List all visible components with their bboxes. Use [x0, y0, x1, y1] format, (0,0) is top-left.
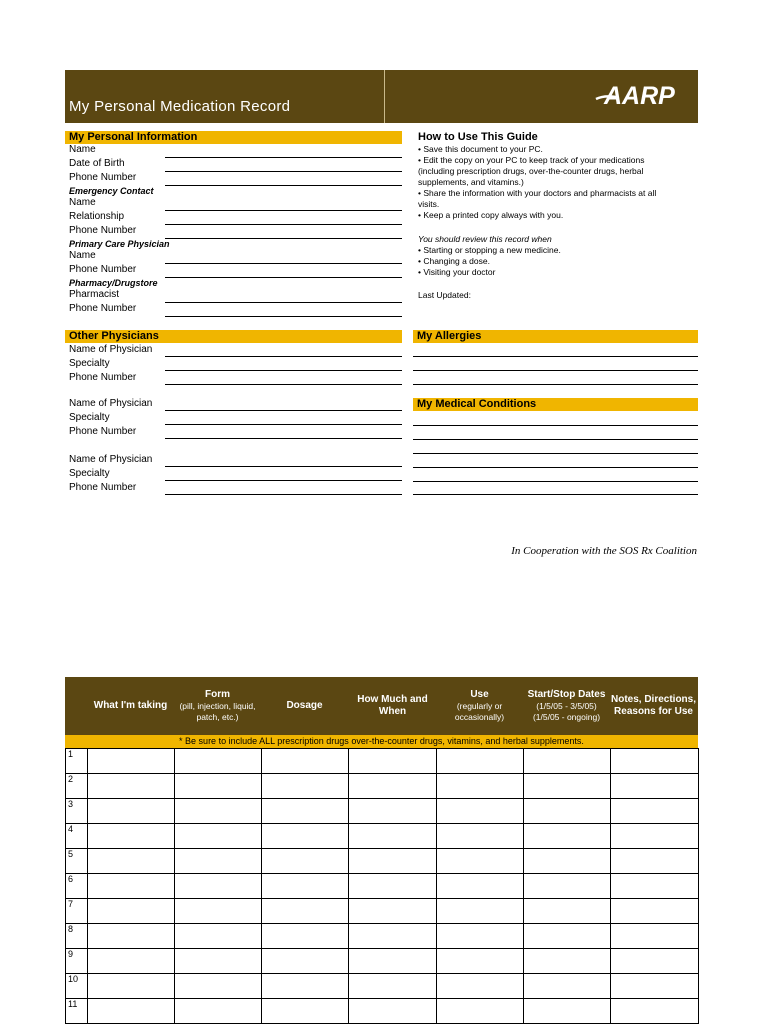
- table-cell[interactable]: [88, 749, 175, 774]
- condition-line[interactable]: [413, 439, 698, 440]
- condition-line[interactable]: [413, 494, 698, 495]
- table-cell[interactable]: [610, 849, 698, 874]
- table-cell[interactable]: [349, 874, 436, 899]
- field-label: Phone Number: [69, 426, 137, 437]
- column-header: [174, 677, 261, 735]
- table-cell[interactable]: [523, 899, 610, 924]
- table-cell[interactable]: [175, 874, 262, 899]
- last-updated-label: Last Updated:: [418, 290, 471, 300]
- column-title: What I'm taking: [93, 700, 168, 711]
- header-divider: [384, 70, 385, 123]
- table-cell[interactable]: [262, 849, 349, 874]
- input-line[interactable]: [165, 438, 402, 439]
- field-label: Phone Number: [69, 225, 137, 236]
- table-cell[interactable]: [262, 799, 349, 824]
- review-heading: You should review this record when: [418, 234, 552, 244]
- table-cell[interactable]: [436, 849, 523, 874]
- table-cell[interactable]: [436, 899, 523, 924]
- row-number: 11: [66, 999, 88, 1024]
- review-line: • Starting or stopping a new medicine.: [418, 245, 561, 255]
- field-label: Phone Number: [69, 303, 137, 314]
- table-cell[interactable]: [175, 849, 262, 874]
- table-row: [66, 849, 699, 874]
- row-number: 1: [66, 749, 88, 774]
- table-cell[interactable]: [262, 949, 349, 974]
- field-label: Name: [69, 250, 96, 261]
- field-label: Specialty: [69, 468, 110, 479]
- table-row: [66, 999, 699, 1024]
- table-cell[interactable]: [610, 974, 698, 999]
- svg-text:AARP: AARP: [604, 82, 675, 110]
- field-label: Phone Number: [69, 482, 137, 493]
- input-line[interactable]: [165, 302, 402, 303]
- table-cell[interactable]: [262, 874, 349, 899]
- table-cell[interactable]: [349, 824, 436, 849]
- review-line: • Visiting your doctor: [418, 267, 496, 277]
- table-cell[interactable]: [436, 949, 523, 974]
- table-cell[interactable]: [523, 924, 610, 949]
- input-line[interactable]: [165, 370, 402, 371]
- subsection-label: Primary Care Physician: [69, 239, 170, 249]
- table-cell[interactable]: [262, 899, 349, 924]
- table-cell[interactable]: [88, 949, 175, 974]
- table-cell[interactable]: [436, 924, 523, 949]
- table-note: * Be sure to include ALL prescription drugs over-the-counter drugs, vitamins, and herbal supplements.: [65, 735, 698, 748]
- input-line[interactable]: [165, 410, 402, 411]
- input-line[interactable]: [165, 210, 402, 211]
- row-number: 9: [66, 949, 88, 974]
- row-number: 8: [66, 924, 88, 949]
- input-line[interactable]: [165, 224, 402, 225]
- input-line[interactable]: [165, 480, 402, 481]
- table-row: [66, 774, 699, 799]
- medication-table: [65, 748, 699, 1024]
- table-cell[interactable]: [349, 924, 436, 949]
- field-label: Date of Birth: [69, 158, 125, 169]
- table-cell[interactable]: [175, 924, 262, 949]
- column-title: Use: [470, 689, 489, 700]
- table-cell[interactable]: [88, 974, 175, 999]
- allergies-heading: My Allergies: [413, 330, 698, 343]
- field-label: Phone Number: [69, 372, 137, 383]
- table-row: [66, 974, 699, 999]
- column-subtitle: (1/5/05 - 3/5/05) (1/5/05 - ongoing): [532, 701, 601, 722]
- table-cell[interactable]: [349, 949, 436, 974]
- row-number: 3: [66, 799, 88, 824]
- table-cell[interactable]: [523, 849, 610, 874]
- table-cell[interactable]: [175, 799, 262, 824]
- table-row: [66, 924, 699, 949]
- condition-line[interactable]: [413, 467, 698, 468]
- table-row: [66, 899, 699, 924]
- row-number: 5: [66, 849, 88, 874]
- table-row: [66, 799, 699, 824]
- allergy-line[interactable]: [413, 384, 698, 385]
- table-cell[interactable]: [88, 849, 175, 874]
- column-title: Form: [205, 689, 230, 700]
- table-cell[interactable]: [349, 799, 436, 824]
- table-cell[interactable]: [523, 799, 610, 824]
- input-line[interactable]: [165, 494, 402, 495]
- guide-line: • Edit the copy on your PC to keep track of your medications: [418, 155, 645, 165]
- cooperation-credit: In Cooperation with the SOS Rx Coalition: [511, 545, 697, 557]
- table-cell[interactable]: [610, 749, 698, 774]
- table-cell[interactable]: [610, 824, 698, 849]
- table-cell[interactable]: [262, 999, 349, 1024]
- input-line[interactable]: [165, 185, 402, 186]
- input-line[interactable]: [165, 171, 402, 172]
- field-label: Phone Number: [69, 264, 137, 275]
- row-number: 2: [66, 774, 88, 799]
- table-cell[interactable]: [262, 774, 349, 799]
- table-cell[interactable]: [175, 774, 262, 799]
- table-cell[interactable]: [523, 999, 610, 1024]
- table-cell[interactable]: [610, 774, 698, 799]
- table-cell[interactable]: [262, 749, 349, 774]
- table-cell[interactable]: [88, 999, 175, 1024]
- aarp-logo: [594, 80, 694, 110]
- field-label: Pharmacist: [69, 289, 120, 300]
- table-cell[interactable]: [436, 999, 523, 1024]
- table-cell[interactable]: [262, 924, 349, 949]
- column-title: Dosage: [286, 700, 323, 711]
- column-subtitle: (pill, injection, liquid, patch, etc.): [179, 701, 256, 722]
- table-cell[interactable]: [349, 774, 436, 799]
- row-number: 7: [66, 899, 88, 924]
- table-cell[interactable]: [88, 874, 175, 899]
- table-cell[interactable]: [88, 924, 175, 949]
- input-line[interactable]: [165, 466, 402, 467]
- page-title: My Personal Medication Record: [69, 98, 291, 115]
- table-cell[interactable]: [349, 749, 436, 774]
- table-cell[interactable]: [523, 824, 610, 849]
- table-cell[interactable]: [610, 924, 698, 949]
- condition-line[interactable]: [413, 425, 698, 426]
- row-number: 4: [66, 824, 88, 849]
- table-cell[interactable]: [610, 999, 698, 1024]
- input-line[interactable]: [165, 356, 402, 357]
- row-number: 6: [66, 874, 88, 899]
- table-cell[interactable]: [436, 799, 523, 824]
- input-line[interactable]: [165, 384, 402, 385]
- table-row: [66, 874, 699, 899]
- table-cell[interactable]: [610, 949, 698, 974]
- table-cell[interactable]: [523, 974, 610, 999]
- column-header: [87, 677, 174, 735]
- column-header: [610, 677, 697, 735]
- table-cell[interactable]: [349, 999, 436, 1024]
- guide-line: (including prescription drugs, over-the-counter drugs, herbal: [418, 166, 644, 176]
- table-row: [66, 824, 699, 849]
- table-cell[interactable]: [436, 824, 523, 849]
- table-cell[interactable]: [610, 874, 698, 899]
- input-line[interactable]: [165, 277, 402, 278]
- field-label: Name of Physician: [69, 398, 153, 409]
- column-title: How Much and When: [357, 694, 428, 717]
- guide-line: • Share the information with your doctors and pharmacists at all: [418, 188, 657, 198]
- field-label: Specialty: [69, 358, 110, 369]
- table-cell[interactable]: [175, 949, 262, 974]
- table-cell[interactable]: [349, 974, 436, 999]
- input-line[interactable]: [165, 238, 402, 239]
- table-cell[interactable]: [523, 874, 610, 899]
- guide-line: supplements, and vitamins.): [418, 177, 524, 187]
- table-cell[interactable]: [436, 774, 523, 799]
- table-cell[interactable]: [175, 824, 262, 849]
- subsection-label: Emergency Contact: [69, 186, 154, 196]
- table-cell[interactable]: [436, 974, 523, 999]
- column-header: [523, 677, 610, 735]
- table-cell[interactable]: [610, 799, 698, 824]
- field-label: Relationship: [69, 211, 125, 222]
- input-line[interactable]: [165, 263, 402, 264]
- table-row: [66, 949, 699, 974]
- input-line[interactable]: [165, 157, 402, 158]
- table-row: [66, 749, 699, 774]
- other-physicians-heading: Other Physicians: [65, 330, 402, 343]
- column-title: Start/Stop Dates: [527, 689, 606, 700]
- guide-line: • Save this document to your PC.: [418, 144, 543, 154]
- table-cell[interactable]: [88, 824, 175, 849]
- review-line: • Changing a dose.: [418, 256, 490, 266]
- subsection-label: Pharmacy/Drugstore: [69, 278, 158, 288]
- input-line[interactable]: [165, 424, 402, 425]
- guide-heading: How to Use This Guide: [418, 131, 538, 143]
- table-cell[interactable]: [523, 774, 610, 799]
- table-cell[interactable]: [175, 749, 262, 774]
- table-cell[interactable]: [88, 899, 175, 924]
- table-cell[interactable]: [175, 999, 262, 1024]
- table-cell[interactable]: [436, 749, 523, 774]
- field-label: Name of Physician: [69, 344, 153, 355]
- condition-line[interactable]: [413, 453, 698, 454]
- field-label: Specialty: [69, 412, 110, 423]
- table-cell[interactable]: [175, 974, 262, 999]
- table-cell[interactable]: [523, 749, 610, 774]
- field-label: Name: [69, 144, 96, 155]
- table-cell[interactable]: [262, 974, 349, 999]
- guide-line: visits.: [418, 199, 440, 209]
- column-title: Notes, Directions, Reasons for Use: [610, 694, 697, 717]
- column-header: [349, 677, 436, 735]
- field-label: Name of Physician: [69, 454, 153, 465]
- column-header: [436, 677, 523, 735]
- table-cell[interactable]: [88, 799, 175, 824]
- input-line[interactable]: [165, 316, 402, 317]
- condition-line[interactable]: [413, 481, 698, 482]
- conditions-heading: My Medical Conditions: [413, 398, 698, 411]
- table-cell[interactable]: [610, 899, 698, 924]
- guide-line: • Keep a printed copy always with you.: [418, 210, 564, 220]
- table-cell[interactable]: [349, 899, 436, 924]
- field-label: Phone Number: [69, 172, 137, 183]
- column-header: [261, 677, 348, 735]
- table-cell[interactable]: [175, 899, 262, 924]
- table-cell[interactable]: [349, 849, 436, 874]
- table-cell[interactable]: [262, 824, 349, 849]
- allergy-line[interactable]: [413, 356, 698, 357]
- field-label: Name: [69, 197, 96, 208]
- row-number: 10: [66, 974, 88, 999]
- table-cell[interactable]: [88, 774, 175, 799]
- personal-info-heading: My Personal Information: [65, 131, 402, 144]
- table-cell[interactable]: [523, 949, 610, 974]
- column-subtitle: (regularly or occasionally): [454, 701, 505, 722]
- table-cell[interactable]: [436, 874, 523, 899]
- allergy-line[interactable]: [413, 370, 698, 371]
